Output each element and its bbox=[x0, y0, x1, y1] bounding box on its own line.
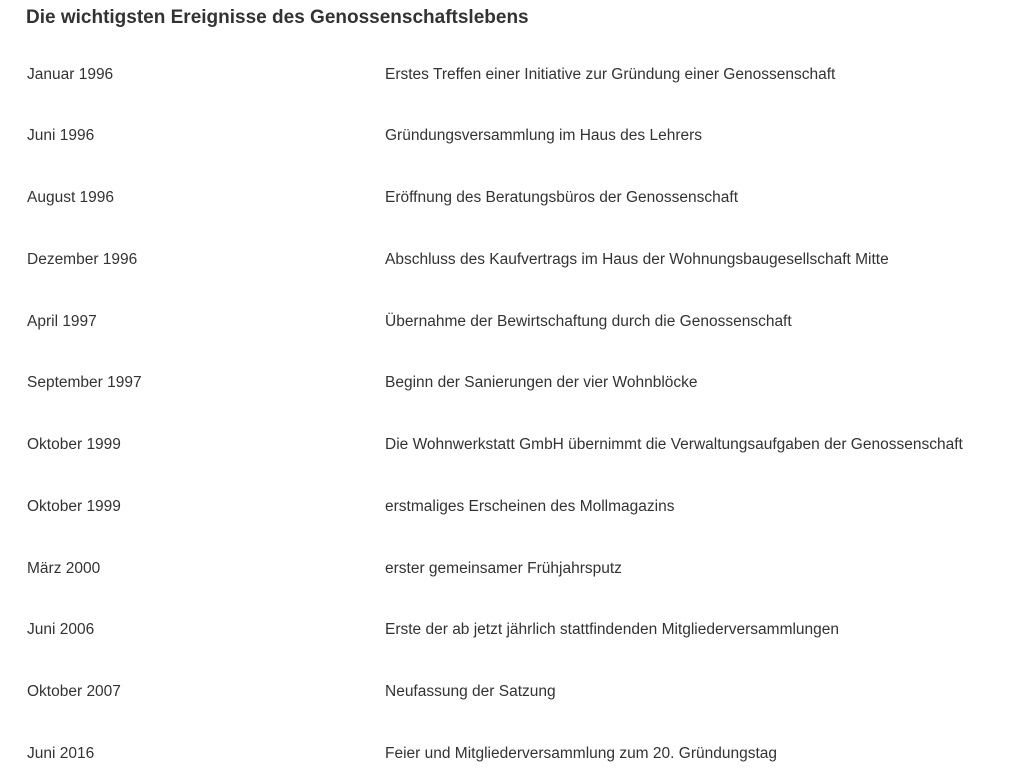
event-description: erstmaliges Erscheinen des Mollmagazins bbox=[385, 498, 675, 515]
event-row bbox=[0, 680, 1024, 704]
event-row bbox=[0, 310, 1024, 334]
event-date: August 1996 bbox=[27, 189, 115, 206]
event-row bbox=[0, 495, 1024, 519]
event-description: erster gemeinsamer Frühjahrsputz bbox=[385, 560, 622, 577]
event-date: März 2000 bbox=[27, 560, 101, 577]
event-row bbox=[0, 618, 1024, 642]
event-description: Feier und Mitgliederversammlung zum 20. Gründungstag bbox=[385, 745, 777, 762]
event-row bbox=[0, 433, 1024, 457]
event-date: Oktober 1999 bbox=[27, 498, 121, 515]
event-date: Dezember 1996 bbox=[27, 251, 138, 268]
event-date: Januar 1996 bbox=[27, 66, 114, 83]
event-description: Abschluss des Kaufvertrags im Haus der Wohnungsbaugesellschaft Mitte bbox=[385, 251, 889, 268]
event-row bbox=[0, 63, 1024, 87]
event-date: Juni 1996 bbox=[27, 127, 95, 144]
event-description: Neufassung der Satzung bbox=[385, 683, 556, 700]
event-date: April 1997 bbox=[27, 313, 97, 330]
event-description: Übernahme der Bewirtschaftung durch die Genossenschaft bbox=[385, 313, 792, 330]
event-date: Oktober 2007 bbox=[27, 683, 121, 700]
event-description: Die Wohnwerkstatt GmbH übernimmt die Verwaltungsaufgaben der Genossenschaft bbox=[385, 436, 963, 453]
event-row bbox=[0, 742, 1024, 766]
event-description: Beginn der Sanierungen der vier Wohnblöcke bbox=[385, 374, 698, 391]
event-description: Erstes Treffen einer Initiative zur Gründung einer Genossenschaft bbox=[385, 66, 836, 83]
event-row bbox=[0, 371, 1024, 395]
event-date: Juni 2016 bbox=[27, 745, 95, 762]
event-row bbox=[0, 186, 1024, 210]
event-row bbox=[0, 557, 1024, 581]
event-description: Eröffnung des Beratungsbüros der Genossenschaft bbox=[385, 189, 738, 206]
event-date: Juni 2006 bbox=[27, 621, 95, 638]
event-description: Gründungsversammlung im Haus des Lehrers bbox=[385, 127, 703, 144]
event-row bbox=[0, 124, 1024, 148]
event-row bbox=[0, 248, 1024, 272]
event-date: Oktober 1999 bbox=[27, 436, 121, 453]
event-date: September 1997 bbox=[27, 374, 142, 391]
page-title: Die wichtigsten Ereignisse des Genossenschaftslebens bbox=[26, 7, 529, 28]
event-description: Erste der ab jetzt jährlich stattfindenden Mitgliederversammlungen bbox=[385, 621, 840, 638]
